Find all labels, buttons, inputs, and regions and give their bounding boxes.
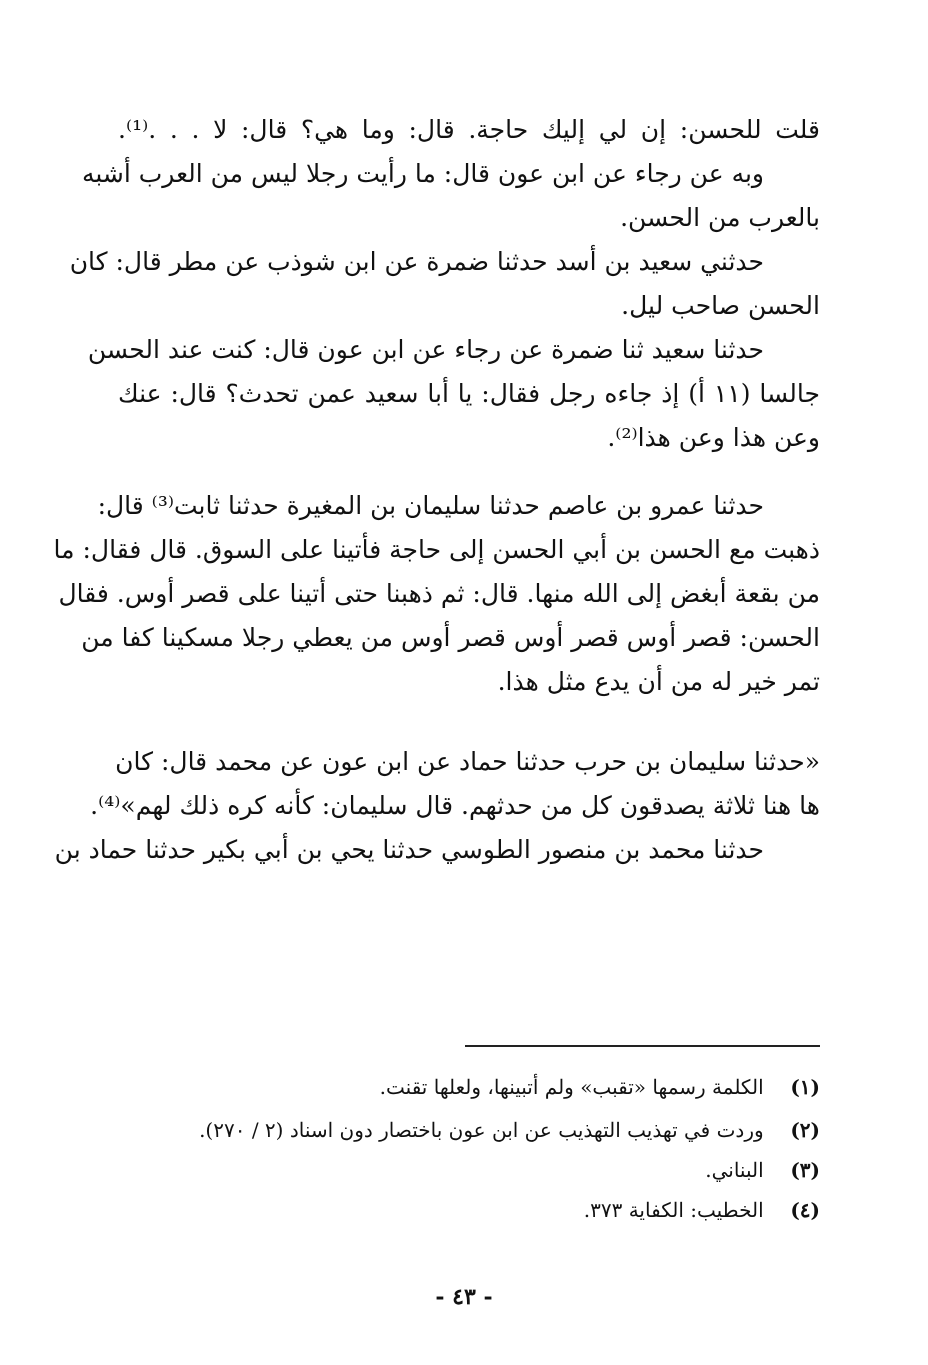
body-line: حدثني سعيد بن أسد حدثنا ضمرة عن ابن شوذب عن مطر قال: كان [69,247,764,276]
footnote [160,1153,820,1187]
footnote-number: (٤) [790,1198,820,1222]
footnote-text: الكلمة رسمها «تقبب» ولم أتبينها، ولعلها تقنت. [379,1075,764,1099]
footnote-text: وردت في تهذيب التهذيب عن ابن عون باختصار دون اسناد (٢ / ٢٧٠). [199,1118,764,1142]
body-line: حدثنا سعيد ثنا ضمرة عن رجاء عن ابن عون قال: كنت عند الحسن [87,335,764,364]
body-line: الحسن: قصر أوس قصر أوس قصر أوس من يعطي رجلا مسكينا كفا من [81,623,820,652]
footnote [160,1193,820,1227]
footnote-text: الخطيب: الكفاية ٣٧٣. [583,1198,764,1222]
body-line: وبه عن رجاء عن ابن عون قال: ما رأيت رجلا ليس من العرب أشبه [81,159,764,188]
footnote-text: البناني. [705,1158,764,1182]
body-line: بالعرب من الحسن. [620,203,820,232]
footnote [160,1070,820,1104]
body-line: حدثنا عمرو بن عاصم حدثنا سليمان بن المغيرة حدثنا ثابت⁽³⁾ قال: [97,491,764,520]
footnote [160,1113,820,1147]
body-line: حدثنا محمد بن منصور الطوسي حدثنا يحي بن أبي بكير حدثنا حماد بن [54,835,764,864]
footnote-separator [465,1045,820,1047]
body-line: الحسن صاحب ليل. [621,291,820,320]
footnote-number: (٣) [790,1158,820,1182]
body-line: «حدثنا سليمان بن حرب حدثنا حماد عن ابن عون عن محمد قال: كان [115,747,820,776]
page-number: - ٤٣ - [435,1284,493,1310]
body-line: تمر خير له من أن يدع مثل هذا. [497,667,820,696]
body-line: وعن هذا وعن هذا⁽²⁾. [607,423,820,452]
footnote-number: (٢) [790,1118,820,1142]
footnote-number: (١) [790,1075,820,1099]
body-line: ذهبت مع الحسن بن أبي الحسن إلى حاجة فأتينا على السوق. قال فقال: ما [53,535,820,564]
body-line: من بقعة أبغض إلى الله منها. قال: ثم ذهبنا حتى أتينا على قصر أوس. فقال [58,579,820,608]
body-line: جالسا (١١ أ) إذ جاءه رجل فقال: يا أبا سعيد عمن تحدث؟ قال: عنك [118,379,820,408]
body-line: قلت للحسن: إن لي إليك حاجة. قال: وما هي؟ قال: لا . . .⁽¹⁾. [118,115,820,144]
body-line: ها هنا ثلاثة يصدقون كل من حدثهم. قال سليمان: كأنه كره ذلك لهم»⁽⁴⁾. [90,791,820,820]
